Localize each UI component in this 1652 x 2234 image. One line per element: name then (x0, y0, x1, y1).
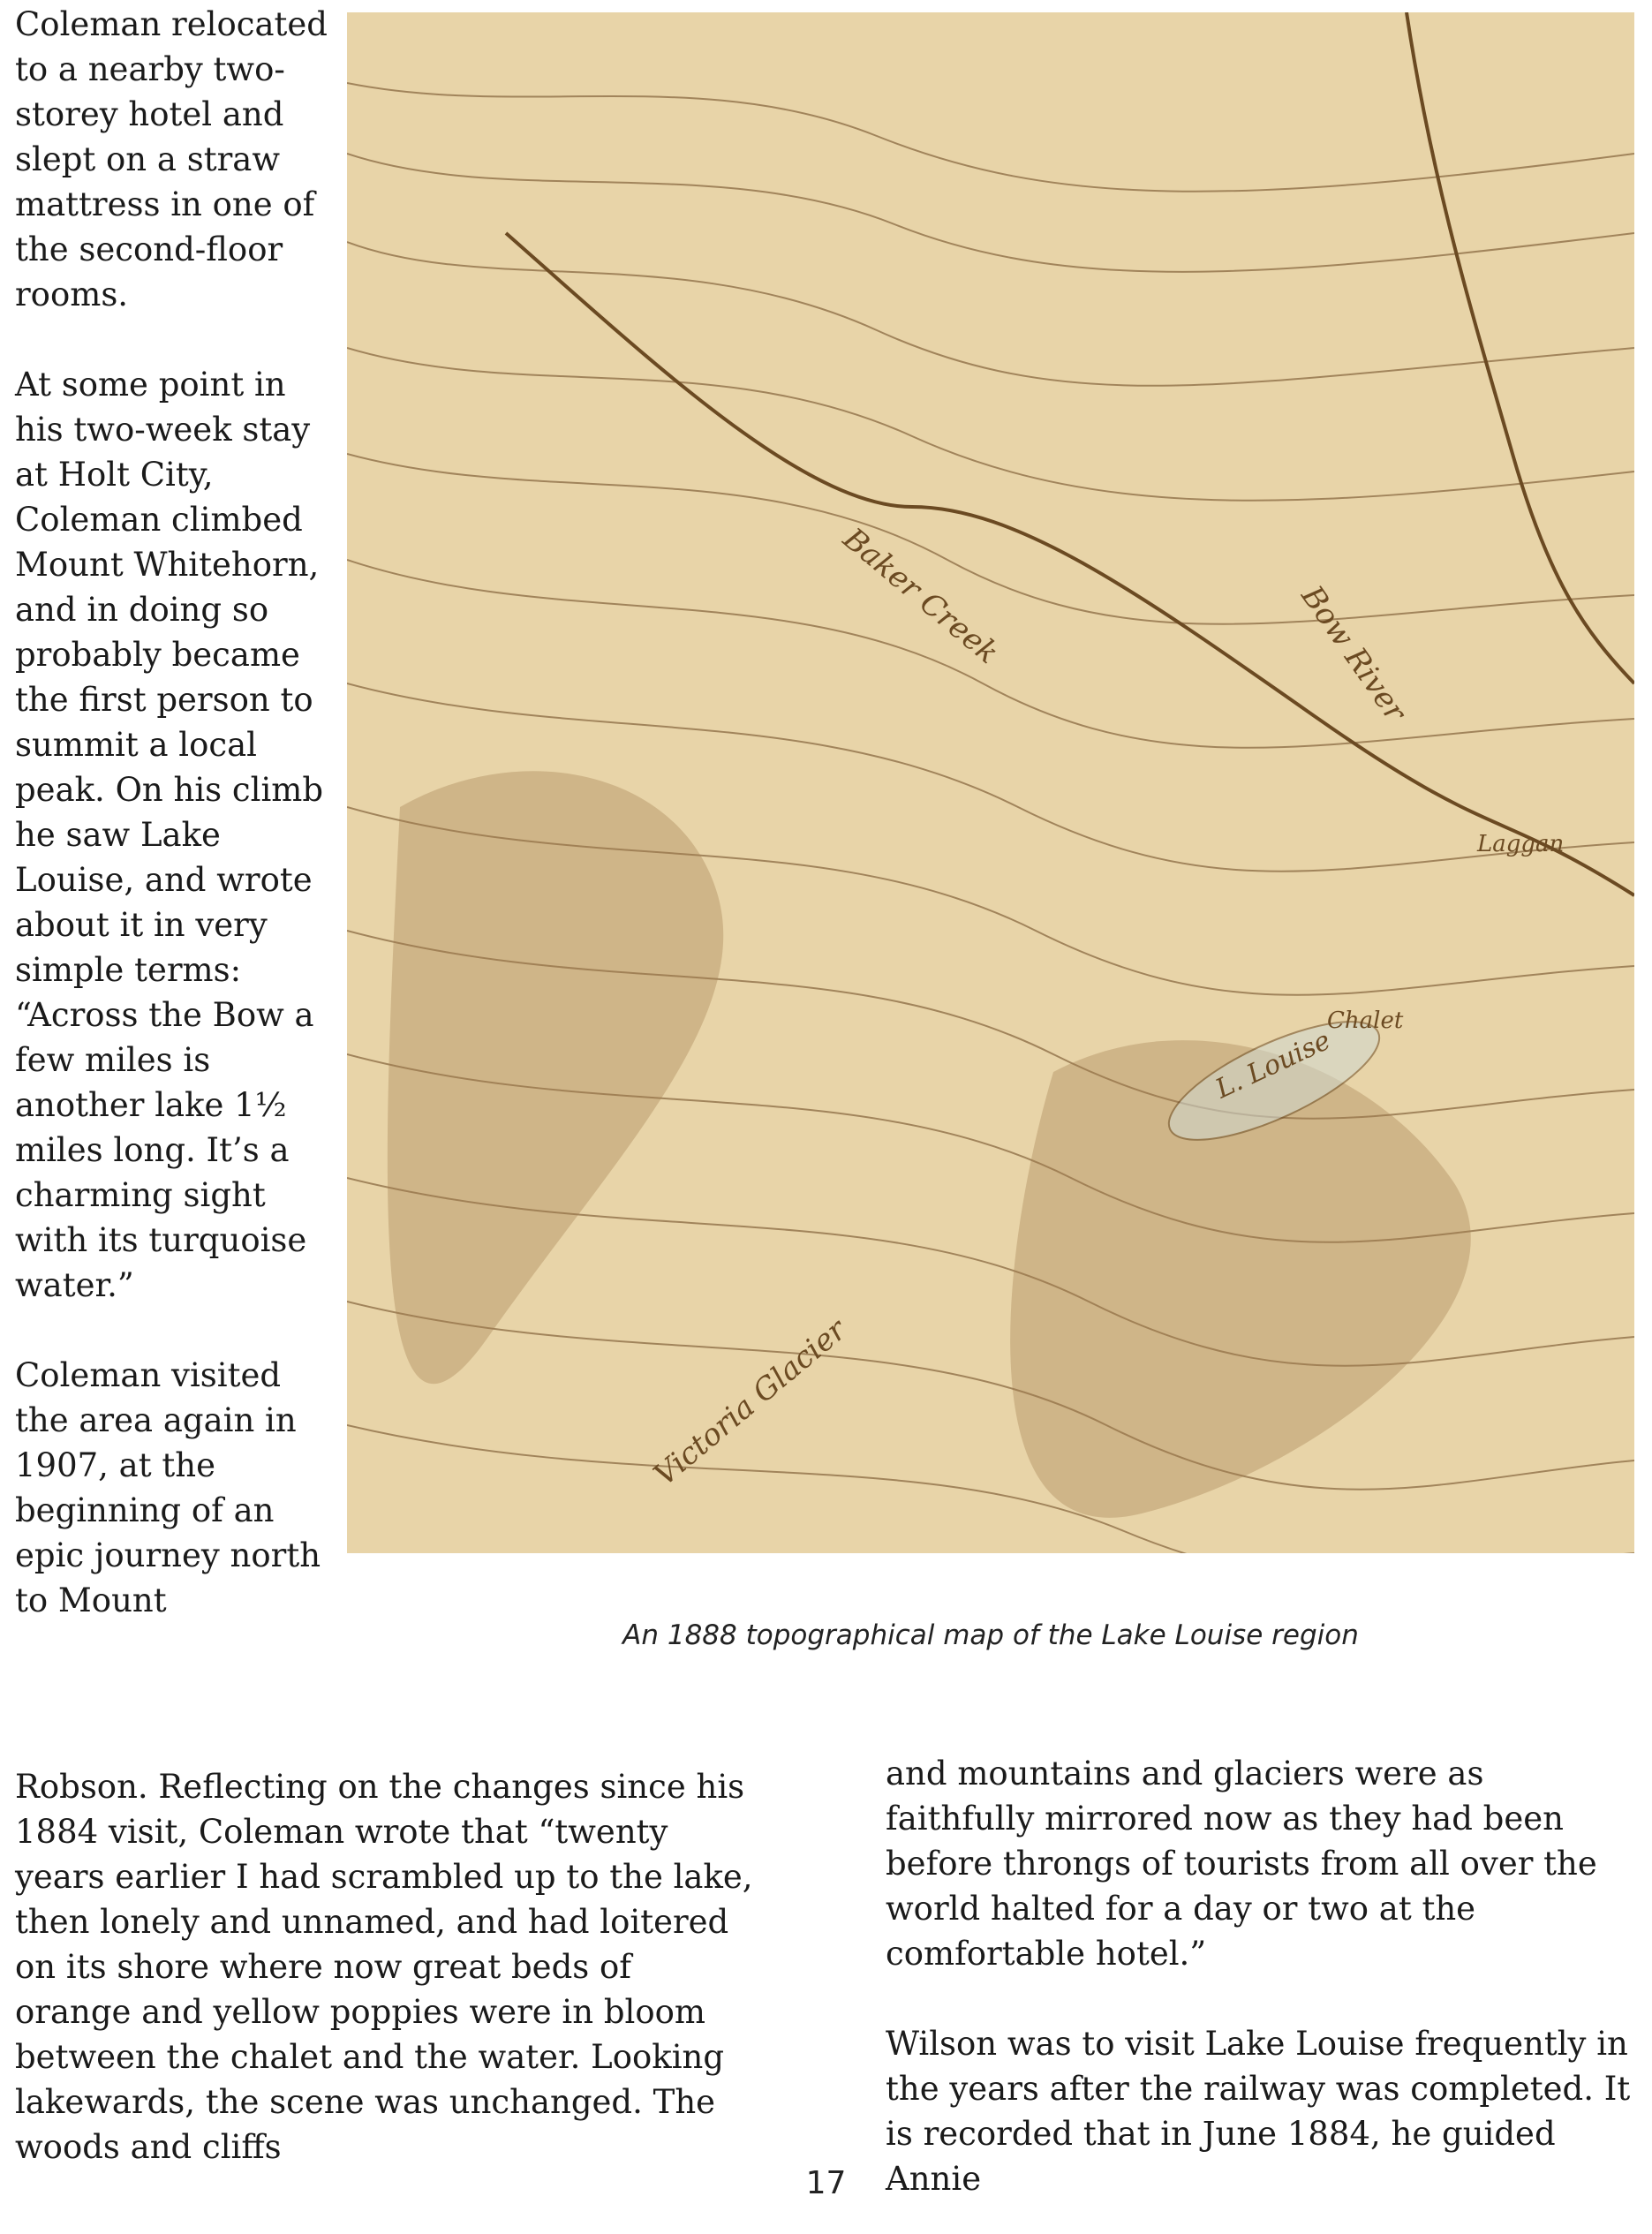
paragraph-wilson: Wilson was to visit Lake Louise frequently in the years after the railway was completed. It is recorded that in June 1884, he guided Annie (886, 2025, 1631, 2198)
map-label-laggan: Laggan (1477, 831, 1565, 857)
paragraph-1907-visit: Coleman visited the area again in 1907, at the beginning of an epic journey north to Mount (15, 1356, 321, 1619)
map-label-chalet: Chalet (1327, 1008, 1404, 1034)
map-label-victoria-glacier: Victoria Glacier (647, 1312, 854, 1493)
figure-caption: An 1888 topographical map of the Lake Louise region (622, 1619, 1359, 1651)
map-label-bow-river: Bow River (1294, 579, 1414, 728)
topographic-map-image (347, 12, 1634, 1553)
paragraph-robson-reflection: Robson. Reflecting on the changes since his 1884 visit, Coleman wrote that “twenty years earlier I had scrambled up to the lake, then lonely and unnamed, and had loitered on its shore where now great beds of orange and yellow poppies were in bloom between the chalet and the water. Looking lakewards, the scene was unchanged. The woods and cliffs (15, 1768, 753, 2166)
paragraph-hotel: Coleman relocated to a nearby two-storey hotel and slept on a straw mattress in one of the second-floor rooms. (15, 5, 328, 313)
paragraph-mirrored: and mountains and glaciers were as faithfully mirrored now as they had been before throngs of tourists from all over the world halted for a day or two at the comfortable hotel.” (886, 1755, 1597, 1973)
narrow-text-column (15, 2, 333, 1623)
paragraph-mount-whitehorn: At some point in his two-week stay at Holt City, Coleman climbed Mount Whitehorn, and in doing so probably became the first person to summit a local peak. On his climb he saw Lake Louise, and wrote about it in very simple terms: “Across the Bow a few miles is another lake 1½ miles long. It’s a charming sight with its turquoise water.” (15, 366, 324, 1304)
left-bottom-column (15, 1764, 757, 2170)
page-number: 17 (805, 2165, 847, 2201)
map-label-baker-creek: Baker Creek (836, 521, 1006, 671)
map-illustration (347, 12, 1634, 1553)
map-label-l-louise: L. Louise (1211, 1024, 1336, 1106)
right-bottom-column (886, 1718, 1636, 2234)
